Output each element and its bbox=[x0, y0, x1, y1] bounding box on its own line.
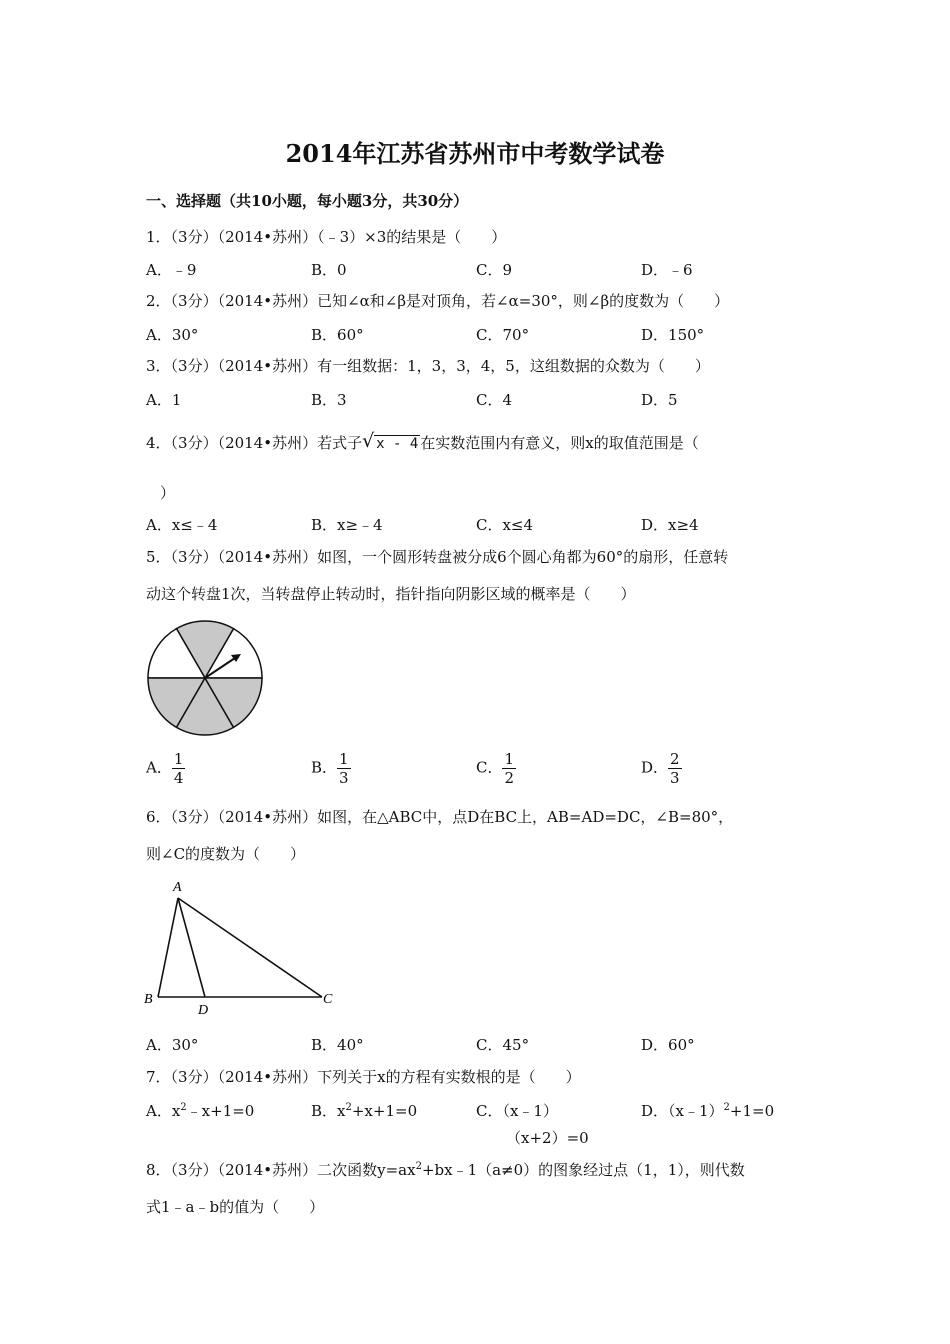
triangle-figure bbox=[140, 874, 340, 1024]
fraction-denominator: 4 bbox=[173, 769, 184, 787]
q7-option-d-post: +1=0 bbox=[729, 1102, 775, 1120]
question-1-stem: 1．（3分）（2014•苏州）（﹣3）×3的结果是（ ） bbox=[146, 228, 507, 246]
q5-option-a-label: A． bbox=[146, 758, 172, 777]
q7-option-d bbox=[641, 1100, 774, 1121]
q7-option-a-post: ﹣x+1=0 bbox=[186, 1102, 255, 1120]
q5-option-d-label: D． bbox=[641, 758, 669, 777]
q7-option-d-pre: D．（x﹣1） bbox=[641, 1102, 724, 1120]
q3-option-d: D．5 bbox=[641, 391, 678, 409]
radical-sign-icon: √ bbox=[362, 430, 375, 452]
q7-option-b-post: +x+1=0 bbox=[351, 1102, 418, 1120]
q2-option-c: C．70° bbox=[476, 326, 530, 344]
q8-exponent: 2 bbox=[415, 1161, 422, 1172]
fraction-numerator: 2 bbox=[670, 750, 680, 768]
fraction-denominator: 2 bbox=[504, 769, 515, 787]
segment-ac bbox=[178, 898, 322, 997]
q4-stem-tail: ） bbox=[160, 484, 176, 502]
q2-option-d: D．150° bbox=[641, 326, 705, 344]
question-3-stem: 3．（3分）（2014•苏州）有一组数据：1，3，3，4，5，这组数据的众数为（ ） bbox=[146, 357, 710, 375]
q5-option-a bbox=[146, 750, 185, 787]
question-4-stem bbox=[146, 432, 699, 453]
q7-option-a bbox=[146, 1100, 254, 1121]
q5-option-c bbox=[476, 750, 516, 787]
q6-option-b: B．40° bbox=[311, 1036, 364, 1054]
q4-stem-pre: 4．（3分）（2014•苏州）若式子 bbox=[146, 434, 363, 452]
fraction-numerator: 1 bbox=[339, 750, 349, 768]
q7-option-c-line-1: C．（x﹣1） bbox=[476, 1102, 558, 1120]
question-2-stem: 2．（3分）（2014•苏州）已知∠α和∠β是对顶角，若∠α=30°，则∠β的度数为（ ） bbox=[146, 292, 730, 310]
question-8-line-2: 式1﹣a﹣b的值为（ ） bbox=[146, 1198, 325, 1216]
q7-option-b-exponent: 2 bbox=[345, 1102, 352, 1113]
q3-option-b: B．3 bbox=[311, 391, 347, 409]
q5-option-d bbox=[641, 750, 682, 787]
q7-option-b bbox=[311, 1100, 417, 1121]
q6-option-c: C．45° bbox=[476, 1036, 530, 1054]
q1-option-b: B．0 bbox=[311, 261, 347, 279]
q5-option-c-fraction bbox=[502, 750, 516, 787]
q5-option-b-label: B． bbox=[311, 758, 338, 777]
question-5-line-2: 动这个转盘1次，当转盘停止转动时，指针指向阴影区域的概率是（ ） bbox=[146, 585, 636, 603]
q5-option-a-fraction bbox=[172, 750, 186, 787]
q8-line-1-pre: 8．（3分）（2014•苏州）二次函数y=ax bbox=[146, 1161, 416, 1179]
q4-option-d: D．x≥4 bbox=[641, 516, 699, 534]
vertex-label-c: C bbox=[323, 992, 333, 1007]
square-root-expression bbox=[362, 430, 420, 452]
spinner-disc bbox=[148, 621, 262, 735]
q5-option-b bbox=[311, 750, 351, 787]
q2-option-a: A．30° bbox=[146, 326, 199, 344]
question-5-line-1: 5．（3分）（2014•苏州）如图，一个圆形转盘被分成6个圆心角都为60°的扇形，任意转 bbox=[146, 548, 729, 566]
spinner-figure bbox=[144, 619, 266, 739]
section-heading: 一、选择题（共10小题，每小题3分，共30分） bbox=[146, 192, 469, 210]
q6-option-d: D．60° bbox=[641, 1036, 695, 1054]
fraction-numerator: 1 bbox=[504, 750, 515, 768]
q7-option-c-line-2: （x+2）=0 bbox=[506, 1129, 589, 1147]
q5-option-b-fraction bbox=[337, 750, 351, 787]
fraction-denominator: 3 bbox=[670, 769, 680, 787]
fraction-denominator: 3 bbox=[339, 769, 349, 787]
q7-option-b-pre: B．x bbox=[311, 1102, 346, 1120]
q7-option-d-exponent: 2 bbox=[723, 1102, 730, 1113]
q5-option-c-label: C． bbox=[476, 758, 503, 777]
page-title: 2014年江苏省苏州市中考数学试卷 bbox=[285, 139, 665, 168]
question-7-stem: 7．（3分）（2014•苏州）下列关于x的方程有实数根的是（ ） bbox=[146, 1068, 581, 1086]
q3-option-c: C．4 bbox=[476, 391, 513, 409]
q1-option-c: C．9 bbox=[476, 261, 513, 279]
segment-ab bbox=[158, 898, 178, 997]
q4-option-c: C．x≤4 bbox=[476, 516, 534, 534]
question-8-line-1 bbox=[146, 1159, 745, 1180]
vertex-label-b: B bbox=[144, 992, 153, 1007]
q7-option-a-pre: A．x bbox=[146, 1102, 181, 1120]
q1-option-a: A．﹣9 bbox=[146, 261, 197, 279]
q3-option-a: A．1 bbox=[146, 391, 182, 409]
question-6-line-1: 6．（3分）（2014•苏州）如图，在△ABC中，点D在BC上，AB=AD=DC，∠B=80°， bbox=[146, 808, 734, 826]
q4-option-a: A．x≤﹣4 bbox=[146, 516, 218, 534]
q4-radicand: x - 4 bbox=[376, 436, 419, 452]
fraction-numerator: 1 bbox=[173, 750, 184, 768]
question-6-line-2: 则∠C的度数为（ ） bbox=[146, 845, 306, 863]
q7-option-a-exponent: 2 bbox=[180, 1102, 187, 1113]
q4-stem-post: 在实数范围内有意义，则x的取值范围是（ bbox=[420, 434, 699, 452]
q1-option-d: D．﹣6 bbox=[641, 261, 693, 279]
q5-option-d-fraction bbox=[668, 750, 682, 787]
vertex-label-d: D bbox=[198, 1003, 209, 1018]
q6-option-a: A．30° bbox=[146, 1036, 199, 1054]
vertex-label-a: A bbox=[173, 880, 182, 895]
q8-line-1-post: +bx﹣1（a≠0）的图象经过点（1，1），则代数 bbox=[421, 1161, 745, 1179]
q4-option-b: B．x≥﹣4 bbox=[311, 516, 383, 534]
q2-option-b: B．60° bbox=[311, 326, 364, 344]
